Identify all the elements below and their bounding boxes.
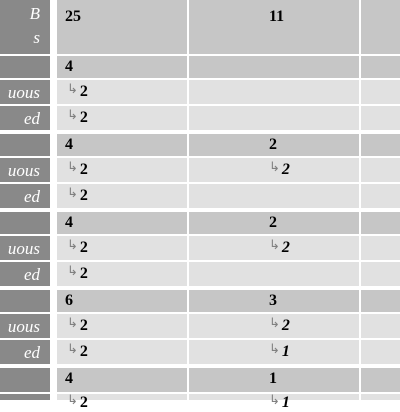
table-cell bbox=[57, 212, 187, 234]
sub-value: ↳ 2 bbox=[67, 160, 88, 178]
table-cell bbox=[57, 340, 187, 364]
table-cell bbox=[57, 0, 187, 54]
table-cell bbox=[189, 158, 359, 182]
table-row bbox=[0, 314, 400, 338]
arrow-icon: ↳ bbox=[67, 393, 78, 408]
row-header-cell bbox=[0, 290, 50, 312]
table-cell bbox=[361, 158, 400, 182]
table-row bbox=[0, 236, 400, 260]
table-cell bbox=[361, 236, 400, 260]
arrow-icon: ↳ bbox=[269, 238, 280, 253]
table-cell bbox=[57, 56, 187, 78]
table-cell bbox=[361, 134, 400, 156]
table-cell bbox=[189, 80, 359, 104]
sub-value: ↳ 2 bbox=[67, 393, 88, 411]
row-header-cell bbox=[0, 368, 50, 392]
sub-value: ↳ 2 bbox=[67, 186, 88, 204]
sub-value: ↳ 2 bbox=[67, 316, 88, 334]
sub-value: ↳ 2 bbox=[67, 82, 88, 100]
table-cell bbox=[361, 394, 400, 400]
table-row bbox=[0, 158, 400, 182]
table-row bbox=[0, 56, 400, 78]
row-header-cell bbox=[0, 212, 50, 234]
arrow-icon: ↳ bbox=[269, 342, 280, 357]
table-row bbox=[0, 106, 400, 130]
sub-value: ↳ 2 bbox=[67, 264, 88, 282]
group-total: 4 bbox=[65, 58, 73, 75]
group-total: 6 bbox=[65, 292, 73, 309]
table-cell bbox=[189, 106, 359, 130]
arrow-icon: ↳ bbox=[67, 82, 78, 97]
table-header-row bbox=[0, 0, 400, 54]
sub-value: ↳ 1 bbox=[269, 342, 290, 360]
table-cell bbox=[189, 262, 359, 286]
table-cell bbox=[361, 0, 400, 54]
arrow-icon: ↳ bbox=[269, 160, 280, 175]
row-header-cell bbox=[0, 134, 50, 156]
arrow-icon: ↳ bbox=[67, 316, 78, 331]
row-header-cell bbox=[0, 394, 50, 400]
sub-label: uous bbox=[7, 317, 40, 336]
sub-label: ed bbox=[23, 265, 40, 284]
table-row bbox=[0, 368, 400, 392]
table-cell bbox=[189, 393, 359, 411]
sub-label: uous bbox=[7, 161, 40, 180]
sub-value: ↳ 2 bbox=[67, 238, 88, 256]
table-cell bbox=[57, 393, 187, 411]
table-cell bbox=[189, 290, 359, 312]
row-header-cell bbox=[0, 236, 50, 260]
sub-value: ↳ 2 bbox=[269, 316, 290, 334]
header-label-line1: B bbox=[29, 4, 40, 23]
sub-label: ed bbox=[23, 187, 40, 206]
arrow-icon: ↳ bbox=[67, 264, 78, 279]
table-cell bbox=[361, 368, 400, 392]
header-col1-value: 25 bbox=[65, 8, 81, 25]
table-cell bbox=[57, 158, 187, 182]
table-cell bbox=[189, 212, 359, 234]
row-header-cell bbox=[0, 262, 50, 286]
sub-label: uous bbox=[7, 83, 40, 102]
group-total: 4 bbox=[65, 214, 73, 231]
table-cell bbox=[189, 0, 359, 54]
table-cell bbox=[57, 290, 187, 312]
arrow-icon: ↳ bbox=[67, 186, 78, 201]
table-cell bbox=[189, 184, 359, 208]
table-cell bbox=[189, 314, 359, 338]
table-cell bbox=[361, 262, 400, 286]
table-cell bbox=[189, 134, 359, 156]
group-total2: 2 bbox=[269, 136, 277, 153]
table-cell bbox=[189, 236, 359, 260]
arrow-icon: ↳ bbox=[67, 342, 78, 357]
table-cell bbox=[57, 262, 187, 286]
arrow-icon: ↳ bbox=[67, 108, 78, 123]
table-cell bbox=[361, 212, 400, 234]
table-cell bbox=[189, 56, 359, 78]
table-row bbox=[0, 184, 400, 208]
table-cell bbox=[57, 184, 187, 208]
row-header-cell bbox=[0, 80, 50, 104]
table-cell bbox=[57, 368, 187, 392]
table-cell bbox=[57, 106, 187, 130]
group-total: 4 bbox=[65, 136, 73, 153]
table-cell bbox=[361, 340, 400, 364]
sub-label: ed bbox=[23, 343, 40, 362]
group-total2: 3 bbox=[269, 292, 277, 309]
table-row bbox=[0, 393, 400, 411]
table-row bbox=[0, 290, 400, 312]
group-total: 4 bbox=[65, 370, 73, 387]
table-row bbox=[0, 262, 400, 286]
row-header-cell bbox=[0, 314, 50, 338]
sub-label: ed bbox=[23, 109, 40, 128]
table-cell bbox=[361, 184, 400, 208]
group-total2: 1 bbox=[269, 370, 277, 387]
sub-value: ↳ 1 bbox=[269, 393, 290, 411]
row-header-cell bbox=[0, 106, 50, 130]
arrow-icon: ↳ bbox=[67, 160, 78, 175]
table-row bbox=[0, 340, 400, 364]
sub-value: ↳ 2 bbox=[269, 238, 290, 256]
table-cell bbox=[57, 314, 187, 338]
table-cell bbox=[189, 368, 359, 392]
header-label-line2: s bbox=[33, 28, 40, 47]
row-header-cell bbox=[0, 158, 50, 182]
table-cell bbox=[57, 134, 187, 156]
header-col2-value: 11 bbox=[269, 8, 285, 25]
sub-value: ↳ 2 bbox=[67, 342, 88, 360]
row-header-cell bbox=[0, 0, 50, 54]
table-cell bbox=[189, 340, 359, 364]
row-header-cell bbox=[0, 340, 50, 364]
sub-value: ↳ 2 bbox=[269, 160, 290, 178]
table-cell bbox=[57, 236, 187, 260]
arrow-icon: ↳ bbox=[67, 238, 78, 253]
table-cell bbox=[361, 290, 400, 312]
table-cell bbox=[361, 314, 400, 338]
table-row bbox=[0, 212, 400, 234]
table-cell bbox=[361, 56, 400, 78]
row-header-cell bbox=[0, 56, 50, 78]
table-cell bbox=[361, 80, 400, 104]
table-cell bbox=[57, 80, 187, 104]
arrow-icon: ↳ bbox=[269, 393, 280, 408]
row-header-cell bbox=[0, 184, 50, 208]
table-row bbox=[0, 80, 400, 104]
sub-value: ↳ 2 bbox=[67, 108, 88, 126]
table-row bbox=[0, 134, 400, 156]
table-cell bbox=[361, 106, 400, 130]
sub-label: uous bbox=[7, 239, 40, 258]
arrow-icon: ↳ bbox=[269, 316, 280, 331]
group-total2: 2 bbox=[269, 214, 277, 231]
